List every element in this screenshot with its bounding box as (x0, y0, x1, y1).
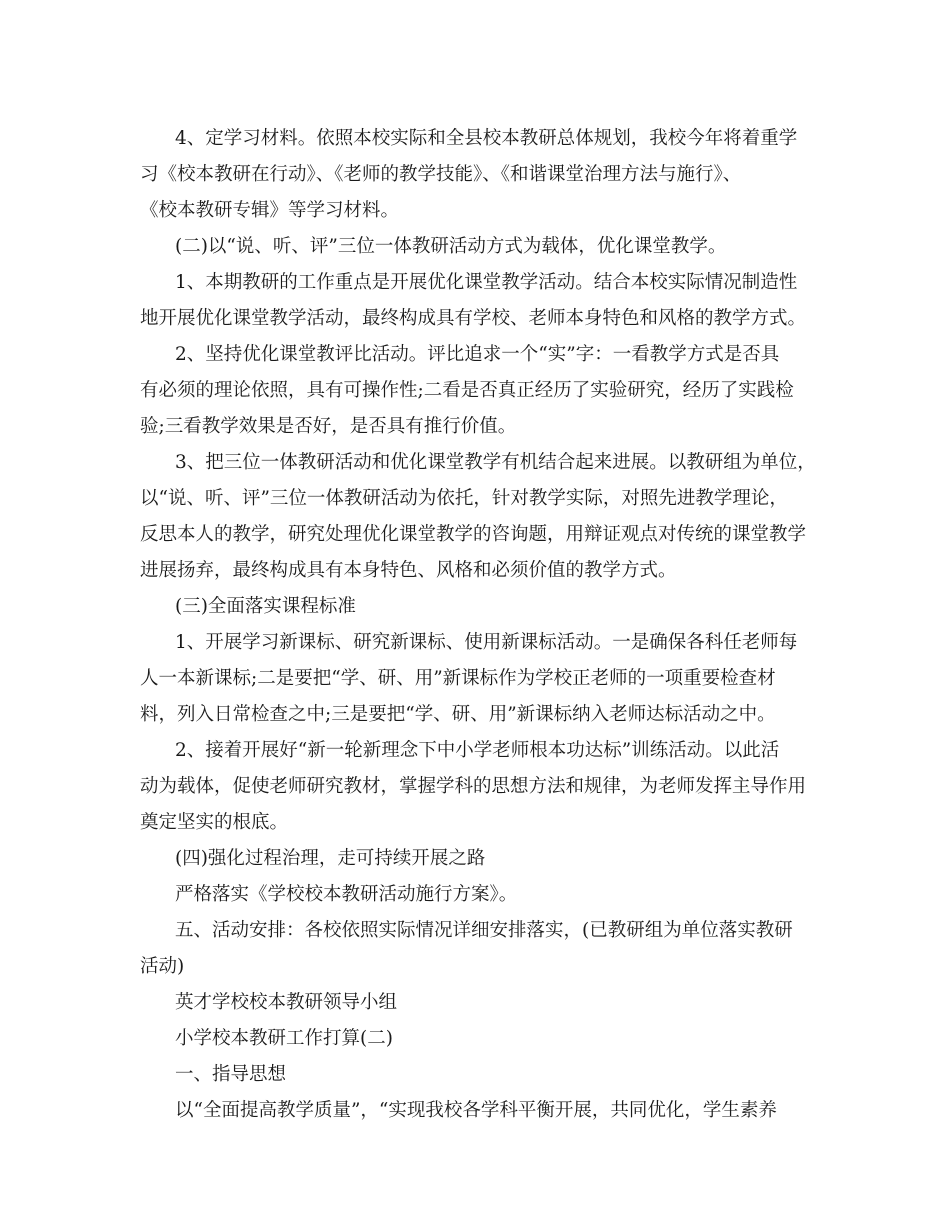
paragraph-line: 1、开展学习新课标、研究新课标、使用新课标活动。一是确保各科任老师每 (175, 632, 798, 653)
signature-line: 英才学校校本教研领导小组 (175, 992, 398, 1013)
paragraph-line: 动为载体，促使老师研究教材，掌握学科的思想方法和规律，为老师发挥主导作用 (140, 776, 807, 797)
paragraph-line: 习《校本教研在行动》、《老师的教学技能》、《和谐课堂治理方法与施行》、 (140, 164, 742, 185)
paragraph-line: 验;三看教学效果是否好，是否具有推行价值。 (140, 416, 517, 437)
paragraph-line: 1、本期教研的工作重点是开展优化课堂教学活动。结合本校实际情况制造性 (175, 272, 798, 293)
paragraph-line: 2、坚持优化课堂教评比活动。评比追求一个“实”字：一看教学方式是否具 (175, 344, 780, 365)
paragraph-line: 2、接着开展好“新一轮新理念下中小学老师根本功达标”训练活动。以此活 (175, 740, 780, 761)
paragraph-line: 料，列入日常检查之中;三是要把“学、研、用”新课标纳入老师达标活动之中。 (140, 704, 776, 725)
paragraph-line: 奠定坚实的根底。 (140, 812, 289, 833)
paragraph-line: 以“全面提高教学质量”，“实现我校各学科平衡开展，共同优化，学生素养 (175, 1100, 777, 1121)
section-heading: (四)强化过程治理，走可持续开展之路 (175, 848, 486, 869)
paragraph-line: 3、把三位一体教研活动和优化课堂教学有机结合起来进展。以教研组为单位， (175, 452, 816, 473)
document-subtitle: 小学校本教研工作打算(二) (175, 1028, 393, 1049)
section-heading: 一、指导思想 (175, 1064, 287, 1085)
paragraph-line: 进展扬弃，最终构成具有本身特色、风格和必须价值的教学方式。 (140, 560, 677, 581)
section-heading: (二)以“说、听、评”三位一体教研活动方式为载体，优化课堂教学。 (175, 236, 727, 257)
paragraph-line: 反思本人的教学，研究处理优化课堂教学的咨询题，用辩证观点对传统的课堂教学 (140, 524, 807, 545)
paragraph-line: 严格落实《学校校本教研活动施行方案》。 (175, 884, 518, 905)
paragraph-line: 有必须的理论依照，具有可操作性;二看是否真正经历了实验研究，经历了实践检 (140, 380, 794, 401)
paragraph-line: 活动) (140, 956, 185, 977)
paragraph-line: 五、活动安排：各校依照实际情况详细安排落实，(已教研组为单位落实教研 (175, 920, 793, 941)
paragraph-line: 以“说、听、评”三位一体教研活动为依托，针对教学实际，对照先进教学理论， (140, 488, 788, 509)
paragraph-line: 人一本新课标;二是要把“学、研、用”新课标作为学校正老师的一项重要检查材 (140, 668, 776, 689)
paragraph-line: 《校本教研专辑》等学习材料。 (140, 200, 400, 221)
section-heading: (三)全面落实课程标准 (175, 596, 356, 617)
paragraph-line: 地开展优化课堂教学活动，最终构成具有学校、老师本身特色和风格的教学方式。 (140, 308, 807, 329)
paragraph-line: 4、定学习材料。依照本校实际和全县校本教研总体规划，我校今年将着重学 (175, 128, 798, 149)
